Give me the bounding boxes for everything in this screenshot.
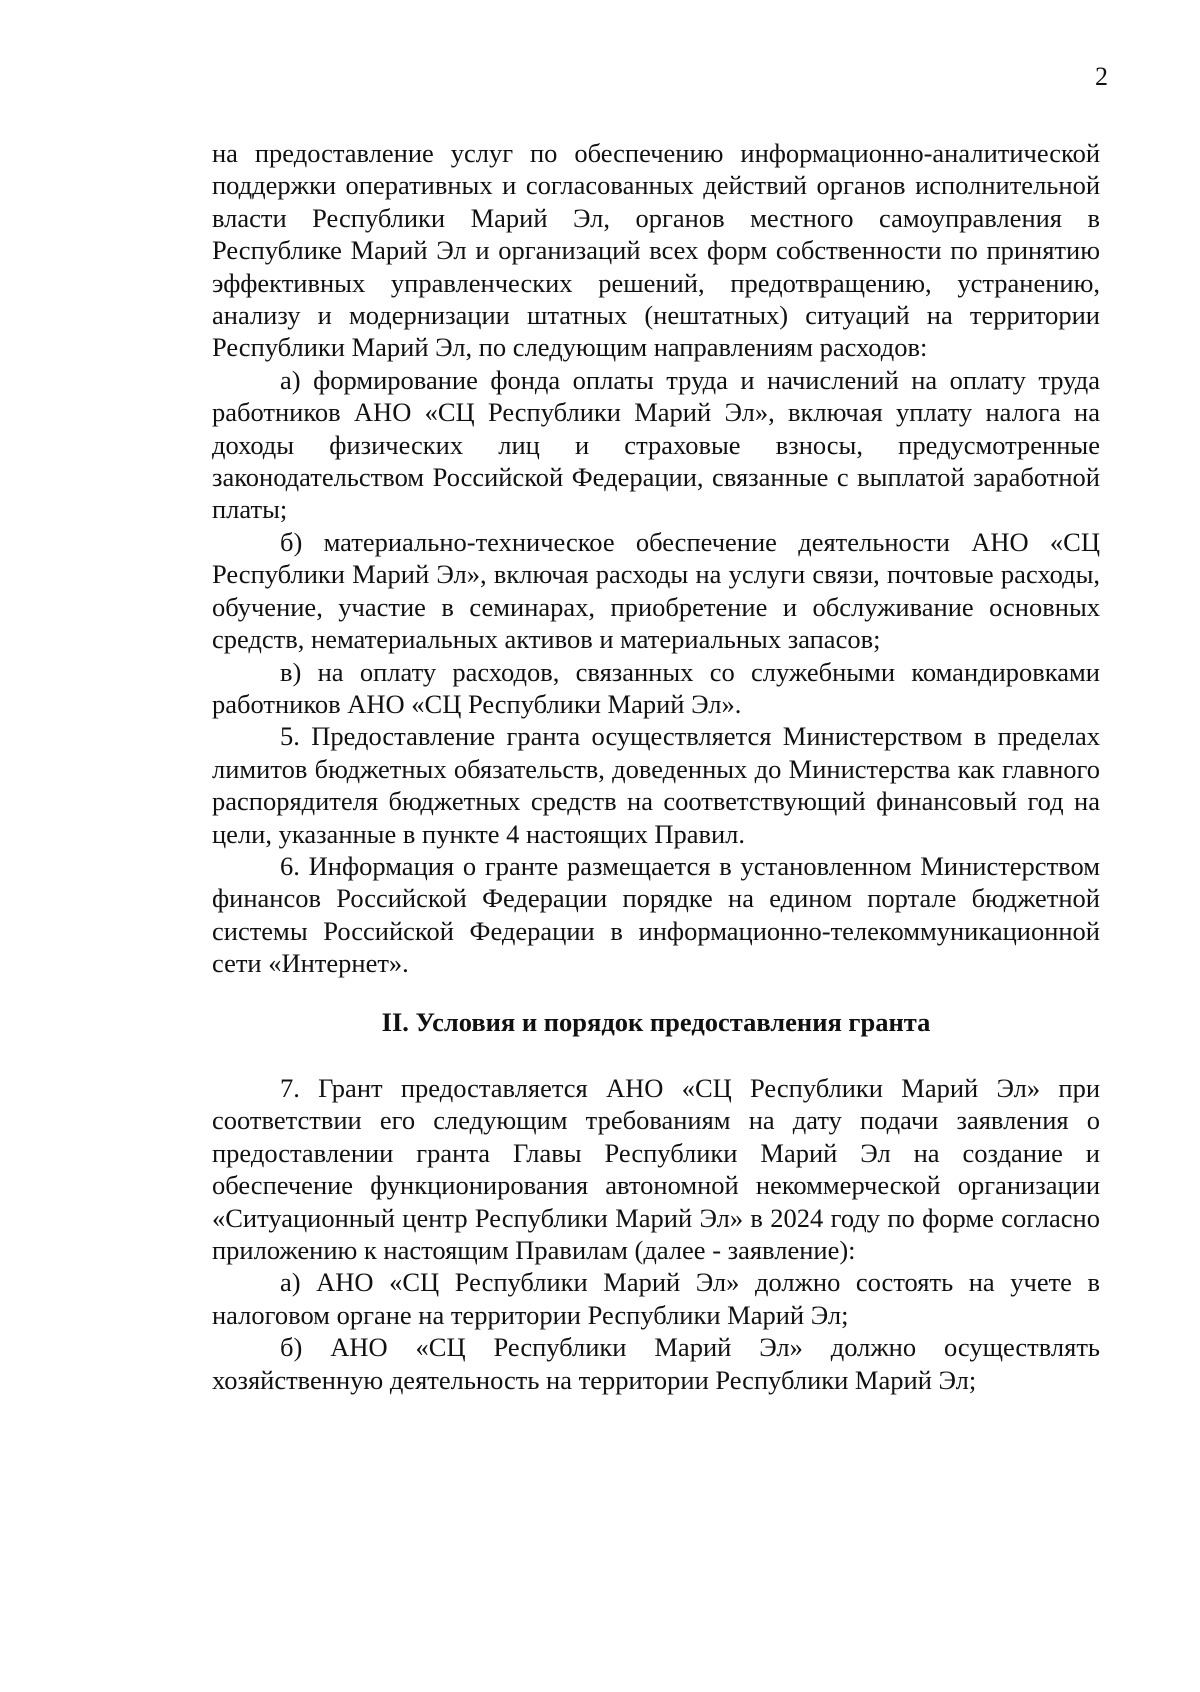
paragraph-clause-7: 7. Грант предоставляется АНО «СЦ Республики Марий Эл» при соответствии его следующим требованиям на дату подачи заявления о предоставлении гранта Главы Республики Марий Эл на создание и обеспечение функционирования автономной некоммерческой организации «Ситуационный центр Республики Марий Эл» в 2024 году по форме согласно приложению к настоящим Правилам (далее - заявление): <box>212 1072 1100 1265</box>
paragraph-requirement-a: а) АНО «СЦ Республики Марий Эл» должно состоять на учете в налоговом органе на территории Республики Марий Эл; <box>212 1267 1100 1330</box>
document-body <box>212 137 1100 1396</box>
paragraph-item-c-travel: в) на оплату расходов, связанных со служебными командировками работников АНО «СЦ Республики Марий Эл». <box>212 656 1100 719</box>
paragraph-purpose-continued: на предоставление услуг по обеспечению информационно-аналитической поддержки оперативных и согласованных действий органов исполнительной власти Республики Марий Эл, органов местного самоуправления в Республике Марий Эл и организаций всех форм собственности по принятию эффективных управленческих решений, предотвращению, устранению, анализу и модернизации штатных (нештатных) ситуаций на территории Республики Марий Эл, по следующим направлениям расходов: <box>212 138 1100 363</box>
page-number: 2 <box>1095 62 1108 91</box>
paragraph-clause-5: 5. Предоставление гранта осуществляется Министерством в пределах лимитов бюджетных обязательств, доведенных до Министерства как главного распорядителя бюджетных средств на соответствующий финансовый год на цели, указанные в пункте 4 настоящих Правил. <box>212 721 1100 849</box>
paragraph-item-b-logistics: б) материально-техническое обеспечение деятельности АНО «СЦ Республики Марий Эл», включая расходы на услуги связи, почтовые расходы, обучение, участие в семинарах, приобретение и обслуживание основных средств, нематериальных активов и материальных запасов; <box>212 526 1100 655</box>
paragraph-item-a-payroll: а) формирование фонда оплаты труда и начислений на оплату труда работников АНО «СЦ Республики Марий Эл», включая уплату налога на доходы физических лиц и страховые взносы, предусмотренные законодательством Российской Федерации, связанные с выплатой заработной платы; <box>212 364 1100 525</box>
paragraph-clause-6: 6. Информация о гранте размещается в установленном Министерством финансов Российской Федерации порядке на едином портале бюджетной системы Российской Федерации в информационно-телекоммуникационной сети «Интернет». <box>212 850 1100 979</box>
section-heading: II. Условия и порядок предоставления гранта <box>381 1006 931 1037</box>
paragraph-requirement-b: б) АНО «СЦ Республики Марий Эл» должно осуществлять хозяйственную деятельность на территории Республики Марий Эл; <box>212 1332 1100 1395</box>
